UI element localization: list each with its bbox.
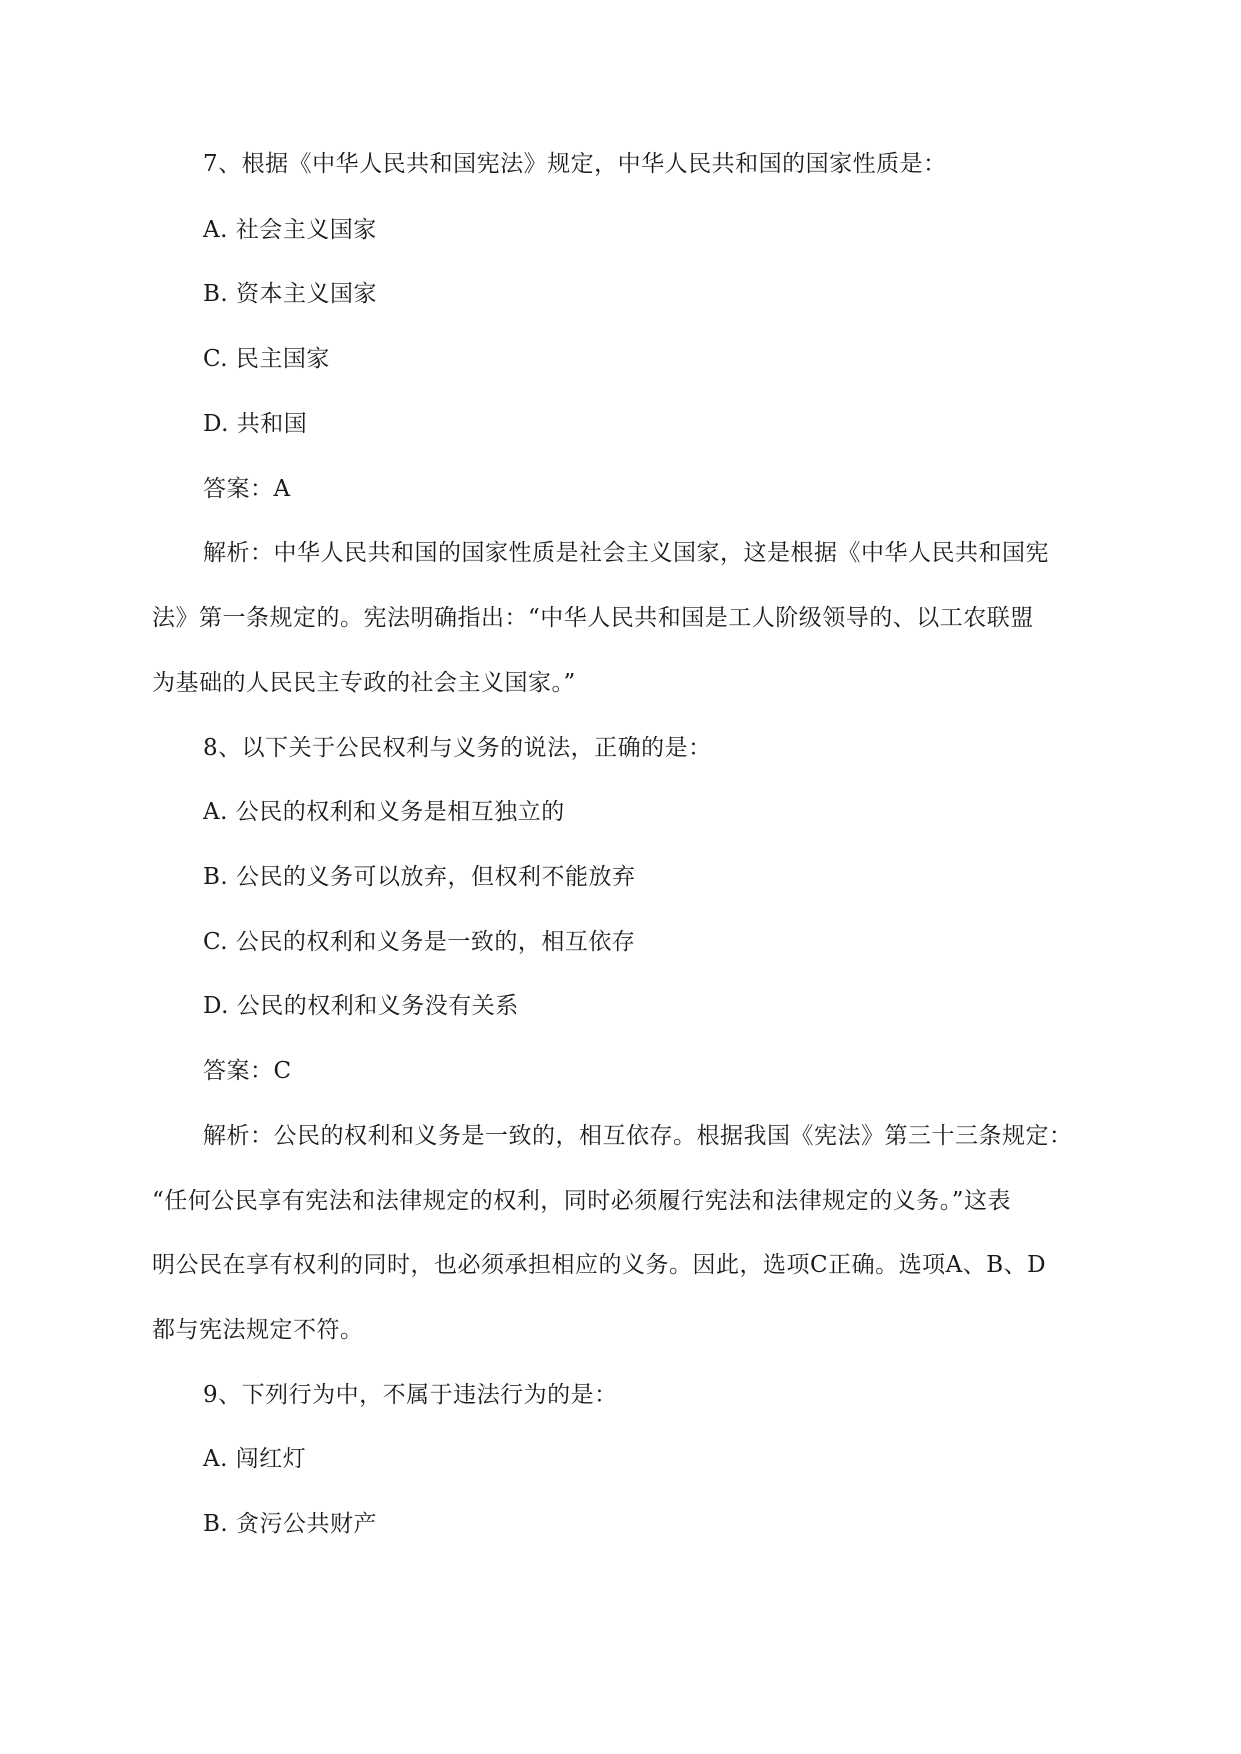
q7-option-b: B. 资本主义国家 — [203, 281, 378, 307]
q9-option-b: B. 贪污公共财产 — [203, 1511, 378, 1537]
q7-option-d: D. 共和国 — [203, 411, 308, 437]
q8-option-c: C. 公民的权利和义务是一致的，相互依存 — [203, 929, 636, 955]
q9-option-a: A. 闯红灯 — [203, 1446, 307, 1472]
q7-option-a: A. 社会主义国家 — [203, 217, 377, 243]
q8-option-d: D. 公民的权利和义务没有关系 — [203, 993, 519, 1019]
q8-explanation-line: 解析：公民的权利和义务是一致的，相互依存。根据我国《宪法》第三十三条规定： — [203, 1123, 1073, 1149]
q8-explanation-line: “任何公民享有宪法和法律规定的权利，同时必须履行宪法和法律规定的义务。”这表 — [152, 1188, 1012, 1214]
q7-option-c: C. 民主国家 — [203, 346, 330, 372]
q8-option-b: B. 公民的义务可以放弃，但权利不能放弃 — [203, 864, 636, 890]
q8-explanation-line: 明公民在享有权利的同时，也必须承担相应的义务。因此，选项C正确。选项A、B、D — [152, 1252, 1047, 1278]
q8-answer: 答案：C — [203, 1058, 292, 1084]
q7-explanation-line: 为基础的人民民主专政的社会主义国家。” — [152, 670, 576, 696]
q8-option-a: A. 公民的权利和义务是相互独立的 — [203, 799, 565, 825]
q8-explanation-line: 都与宪法规定不符。 — [152, 1317, 364, 1343]
question-8: 8、以下关于公民权利与义务的说法，正确的是： — [203, 735, 712, 761]
question-9: 9、下列行为中，不属于违法行为的是： — [203, 1382, 618, 1408]
q7-answer: 答案：A — [203, 476, 291, 502]
q7-explanation-line: 解析：中华人民共和国的国家性质是社会主义国家，这是根据《中华人民共和国宪 — [203, 540, 1049, 566]
question-7: 7、根据《中华人民共和国宪法》规定，中华人民共和国的国家性质是： — [203, 151, 947, 177]
q7-explanation-line: 法》第一条规定的。宪法明确指出：“中华人民共和国是工人阶级领导的、以工农联盟 — [152, 605, 1034, 631]
